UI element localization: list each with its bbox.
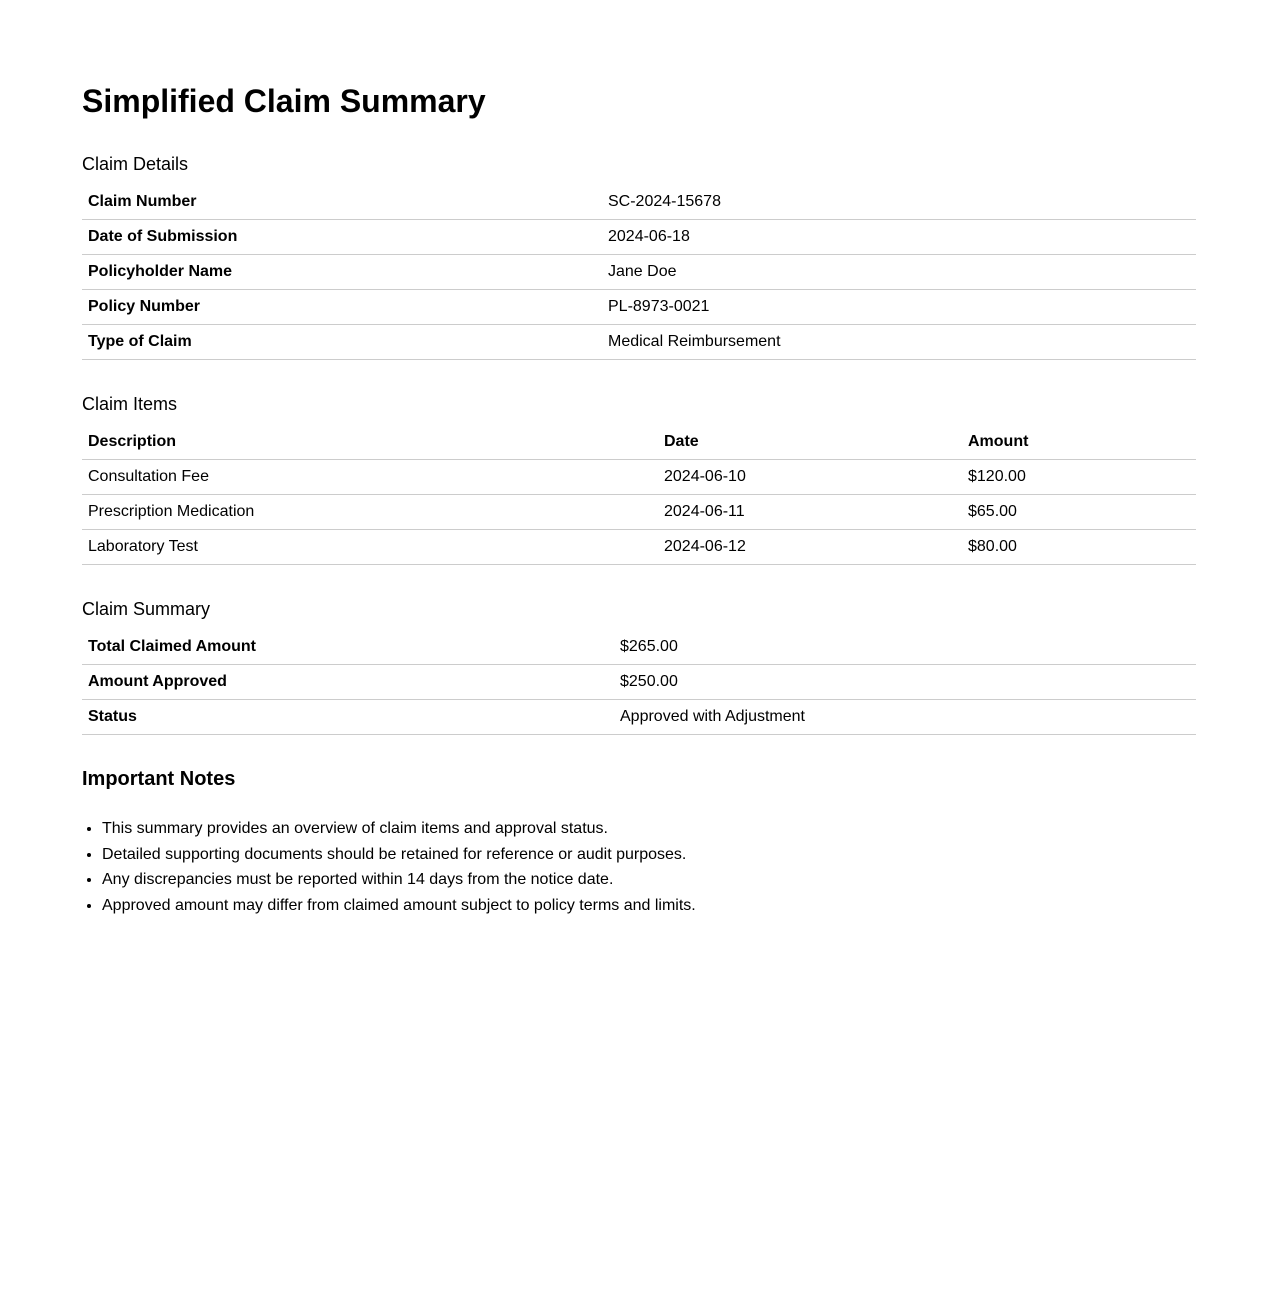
table-row xyxy=(82,495,1196,530)
important-notes-heading: Important Notes xyxy=(82,768,236,790)
table-row xyxy=(82,665,1196,700)
claim-type-value: Medical Reimbursement xyxy=(602,325,1196,360)
policyholder-name-label: Policyholder Name xyxy=(82,255,602,290)
total-claimed-value: $265.00 xyxy=(614,630,1196,665)
policy-number-value: PL-8973-0021 xyxy=(602,290,1196,325)
list-item: • Approved amount may differ from claimed amount subject to policy terms and limits. xyxy=(102,893,696,919)
claim-number-label: Claim Number xyxy=(82,185,602,220)
item-date: 2024-06-12 xyxy=(658,530,962,565)
page-title: Simplified Claim Summary xyxy=(82,83,486,119)
table-row xyxy=(82,185,1196,220)
claim-items-heading: Claim Items xyxy=(82,394,178,414)
policyholder-name-value: Jane Doe xyxy=(602,255,1196,290)
claim-details-heading: Claim Details xyxy=(82,154,189,174)
claim-summary-heading: Claim Summary xyxy=(82,599,211,619)
column-header-date: Date xyxy=(658,425,962,460)
important-notes-list xyxy=(82,816,696,918)
list-item: • Any discrepancies must be reported within 14 days from the notice date. xyxy=(102,867,696,893)
amount-approved-value: $250.00 xyxy=(614,665,1196,700)
list-item: • Detailed supporting documents should be retained for reference or audit purposes. xyxy=(102,842,696,868)
item-description: Prescription Medication xyxy=(82,495,658,530)
status-value: Approved with Adjustment xyxy=(614,700,1196,735)
table-row xyxy=(82,325,1196,360)
claim-summary-table xyxy=(82,630,1196,735)
item-amount: $80.00 xyxy=(962,530,1196,565)
column-header-amount: Amount xyxy=(962,425,1196,460)
table-row xyxy=(82,530,1196,565)
claim-details-table xyxy=(82,185,1196,360)
claim-type-label: Type of Claim xyxy=(82,325,602,360)
table-row xyxy=(82,630,1196,665)
table-row xyxy=(82,460,1196,495)
table-row xyxy=(82,290,1196,325)
item-amount: $120.00 xyxy=(962,460,1196,495)
item-date: 2024-06-11 xyxy=(658,495,962,530)
amount-approved-label: Amount Approved xyxy=(82,665,614,700)
list-item: • This summary provides an overview of claim items and approval status. xyxy=(102,816,696,842)
submission-date-label: Date of Submission xyxy=(82,220,602,255)
item-date: 2024-06-10 xyxy=(658,460,962,495)
table-row xyxy=(82,255,1196,290)
item-description: Consultation Fee xyxy=(82,460,658,495)
total-claimed-label: Total Claimed Amount xyxy=(82,630,614,665)
submission-date-value: 2024-06-18 xyxy=(602,220,1196,255)
table-row xyxy=(82,220,1196,255)
column-header-description: Description xyxy=(82,425,658,460)
policy-number-label: Policy Number xyxy=(82,290,602,325)
status-label: Status xyxy=(82,700,614,735)
claim-items-table xyxy=(82,425,1196,565)
item-description: Laboratory Test xyxy=(82,530,658,565)
table-row xyxy=(82,700,1196,735)
table-header-row xyxy=(82,425,1196,460)
item-amount: $65.00 xyxy=(962,495,1196,530)
claim-number-value: SC-2024-15678 xyxy=(602,185,1196,220)
